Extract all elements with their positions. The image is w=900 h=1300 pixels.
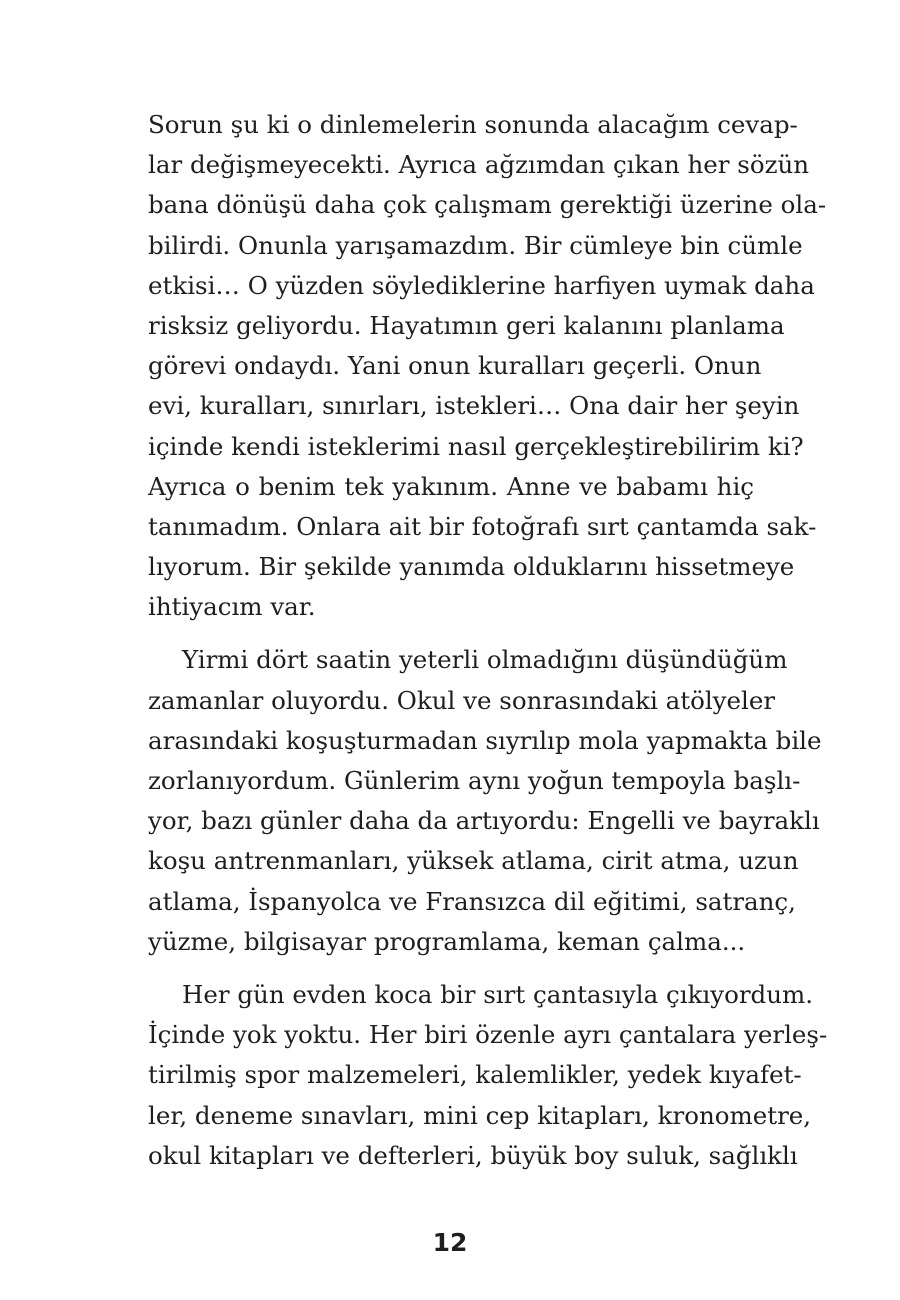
paragraph-1 — [148, 105, 827, 627]
text-line: görevi ondaydı. Yani onun kuralları geçerli. Onun — [148, 351, 762, 381]
text-line: yor, bazı günler daha da artıyordu: Engelli ve bayraklı — [148, 806, 820, 836]
text-line: Sorun şu ki o dinlemelerin sonunda alacağım cevap- — [148, 110, 798, 139]
text-line: risksiz geliyordu. Hayatımın geri kalanını planlama — [148, 310, 785, 340]
page-number: 12 — [432, 1228, 468, 1257]
paragraph-2 — [148, 640, 822, 962]
text-line: arasındaki koşuşturmadan sıyrılıp mola yapmakta bile — [148, 725, 822, 755]
paragraph-spacing — [148, 627, 754, 640]
text-line: ihtiyacım var. — [148, 592, 316, 622]
text-line: evi, kuralları, sınırları, istekleri… Ona dair her şeyin — [148, 391, 800, 421]
text-line: Ayrıca o benim tek yakınım. Anne ve babamı hiç — [148, 471, 754, 501]
text-line: etkisi… O yüzden söylediklerine harfiyen uymak daha — [148, 270, 815, 300]
text-line: lıyorum. Bir şekilde yanımda olduklarını hissetmeye — [148, 552, 795, 582]
text-line: bilirdi. Onunla yarışamazdım. Bir cümleye bin cümle — [148, 230, 803, 260]
text-line: Her gün evden koca bir sırt çantasıyla çıkıyordum. — [182, 979, 814, 1009]
text-line: okul kitapları ve defterleri, büyük boy suluk, sağlıklı — [148, 1140, 798, 1170]
text-line: ler, deneme sınavları, mini cep kitapları, kronometre, — [148, 1100, 812, 1130]
text-line: atlama, İspanyolca ve Fransızca dil eğitimi, satranç, — [148, 886, 796, 916]
text-line: Yirmi dört saatin yeterli olmadığını düşündüğüm — [182, 645, 788, 675]
text-line: zamanlar oluyordu. Okul ve sonrasındaki atölyeler — [148, 685, 776, 715]
text-line: tirilmiş spor malzemeleri, kalemlikler, yedek kıyafet- — [148, 1060, 802, 1090]
text-line: koşu antrenmanları, yüksek atlama, cirit atma, uzun — [148, 846, 799, 876]
text-line: yüzme, bilgisayar programlama, keman çalma... — [148, 926, 746, 956]
text-line: zorlanıyordum. Günlerim aynı yoğun tempoyla başlı- — [148, 766, 801, 795]
text-line: içinde kendi isteklerimi nasıl gerçekleştirebilirim ki? — [148, 431, 804, 461]
book-page-body — [148, 105, 828, 1176]
paragraph-spacing — [148, 962, 754, 975]
text-line: lar değişmeyecekti. Ayrıca ağzımdan çıkan her sözün — [148, 150, 810, 180]
text-line: tanımadım. Onlara ait bir fotoğrafı sırt çantamda sak- — [148, 511, 817, 541]
text-line: bana dönüşü daha çok çalışmam gerektiği üzerine ola- — [148, 190, 827, 220]
text-line: İçinde yok yoktu. Her biri özenle ayrı çantalara yerleş- — [148, 1020, 828, 1050]
paragraph-3 — [148, 975, 828, 1176]
